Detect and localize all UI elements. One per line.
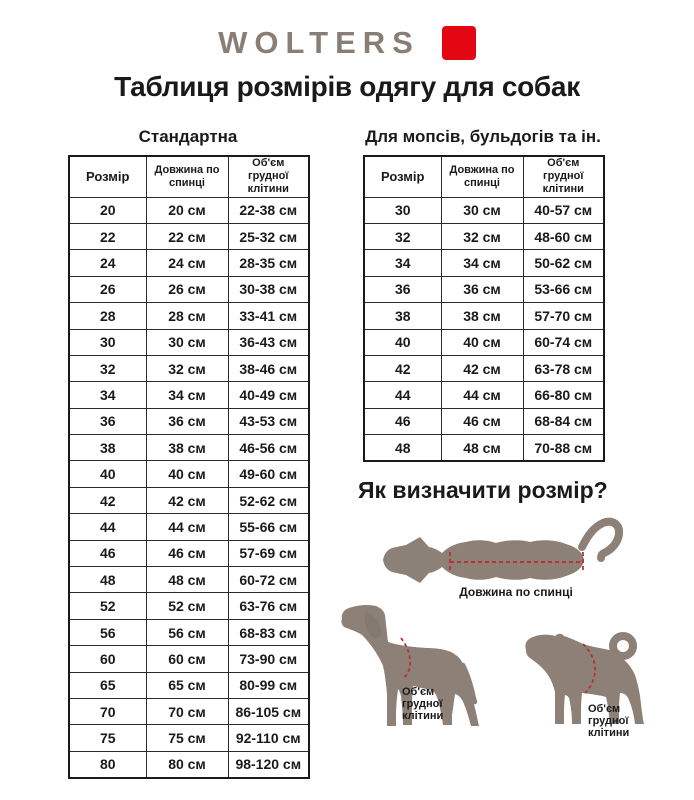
table-row <box>364 303 604 329</box>
table-cell: 34 <box>69 382 146 408</box>
table-row <box>69 435 309 461</box>
table-cell: 38 <box>364 303 441 329</box>
table-cell: 43-53 см <box>228 408 309 434</box>
table-cell: 44 <box>69 514 146 540</box>
table-cell: 70 <box>69 698 146 724</box>
column-header-size: Розмір <box>69 156 146 197</box>
table-cell: 48 см <box>146 567 228 593</box>
table-row <box>69 355 309 381</box>
table-cell: 34 <box>364 250 441 276</box>
table-cell: 65 <box>69 672 146 698</box>
table-cell: 40 <box>69 461 146 487</box>
table-cell: 30 <box>364 197 441 223</box>
table-cell: 38 см <box>146 435 228 461</box>
table-cell: 24 см <box>146 250 228 276</box>
dog-top-view-tail <box>582 522 619 558</box>
table-row <box>364 276 604 302</box>
table-cell: 75 <box>69 725 146 751</box>
table-cell: 60 см <box>146 646 228 672</box>
standard-table-block <box>68 126 308 779</box>
table-row <box>364 223 604 249</box>
table-cell: 50-62 см <box>523 250 604 276</box>
measurement-diagram <box>330 505 694 750</box>
table-cell: 22-38 см <box>228 197 309 223</box>
column-header-size: Розмір <box>364 156 441 197</box>
table-cell: 38 <box>69 435 146 461</box>
table-row <box>364 197 604 223</box>
table-cell: 75 см <box>146 725 228 751</box>
table-row <box>69 646 309 672</box>
table-cell: 32 см <box>146 355 228 381</box>
table-cell: 68-84 см <box>523 408 604 434</box>
table-row <box>69 382 309 408</box>
column-header-back-length: Довжина по спинці <box>146 156 228 197</box>
table-row <box>364 250 604 276</box>
table-cell: 38 см <box>441 303 523 329</box>
table-row <box>69 197 309 223</box>
table-cell: 42 см <box>441 355 523 381</box>
table-row <box>69 276 309 302</box>
table-row <box>364 408 604 434</box>
table-cell: 80 <box>69 751 146 778</box>
bulldog-silhouette <box>525 634 644 739</box>
table-cell: 44 <box>364 382 441 408</box>
table-cell: 49-60 см <box>228 461 309 487</box>
table-row <box>69 540 309 566</box>
table-row <box>69 223 309 249</box>
table-cell: 52 <box>69 593 146 619</box>
table-cell: 66-80 см <box>523 382 604 408</box>
table-cell: 57-70 см <box>523 303 604 329</box>
table-row <box>69 461 309 487</box>
table-cell: 26 <box>69 276 146 302</box>
svg-text:Об'єм: Об'єм <box>588 703 621 715</box>
table-cell: 65 см <box>146 672 228 698</box>
table-cell: 86-105 см <box>228 698 309 724</box>
table-cell: 30-38 см <box>228 276 309 302</box>
table-cell: 20 <box>69 197 146 223</box>
table-row <box>364 435 604 462</box>
table-cell: 28 <box>69 303 146 329</box>
table-cell: 46 см <box>146 540 228 566</box>
table-cell: 25-32 см <box>228 223 309 249</box>
table-row <box>69 329 309 355</box>
table-row <box>69 725 309 751</box>
table-cell: 24 <box>69 250 146 276</box>
table-cell: 32 <box>69 355 146 381</box>
table-row <box>69 487 309 513</box>
table-cell: 28-35 см <box>228 250 309 276</box>
bulldog-body <box>525 634 644 724</box>
dog-side-silhouette <box>341 605 479 726</box>
table-cell: 22 <box>69 223 146 249</box>
table-row <box>69 567 309 593</box>
table-cell: 42 <box>364 355 441 381</box>
table-cell: 30 <box>69 329 146 355</box>
table-cell: 52 см <box>146 593 228 619</box>
brand-red-square-icon <box>442 26 476 60</box>
table-cell: 34 см <box>441 250 523 276</box>
table-cell: 40 <box>364 329 441 355</box>
column-header-chest: Об'єм грудної клітини <box>228 156 309 197</box>
table-row <box>364 382 604 408</box>
table-cell: 48 <box>69 567 146 593</box>
table-cell: 38-46 см <box>228 355 309 381</box>
table-cell: 32 см <box>441 223 523 249</box>
table-cell: 57-69 см <box>228 540 309 566</box>
table-cell: 53-66 см <box>523 276 604 302</box>
table-cell: 28 см <box>146 303 228 329</box>
table-row <box>69 672 309 698</box>
table-cell: 63-78 см <box>523 355 604 381</box>
standard-size-table <box>68 155 310 779</box>
table-cell: 70 см <box>146 698 228 724</box>
table-cell: 30 см <box>441 197 523 223</box>
pugs-table-block <box>363 126 603 462</box>
table-cell: 46 <box>364 408 441 434</box>
svg-text:клітини: клітини <box>588 727 630 739</box>
table-row <box>69 619 309 645</box>
dog-top-view-silhouette <box>383 522 619 599</box>
table-cell: 26 см <box>146 276 228 302</box>
table-cell: 46-56 см <box>228 435 309 461</box>
table-header-row <box>69 156 309 197</box>
table-cell: 32 <box>364 223 441 249</box>
table-cell: 52-62 см <box>228 487 309 513</box>
table-cell: 48 <box>364 435 441 462</box>
table-cell: 56 <box>69 619 146 645</box>
table-cell: 44 см <box>146 514 228 540</box>
table-cell: 48-60 см <box>523 223 604 249</box>
table-row <box>69 698 309 724</box>
table-cell: 34 см <box>146 382 228 408</box>
dog-top-view-body <box>383 537 584 583</box>
table-cell: 60-72 см <box>228 567 309 593</box>
table-cell: 36 см <box>441 276 523 302</box>
table-cell: 73-90 см <box>228 646 309 672</box>
table-row <box>364 355 604 381</box>
standard-table-title: Стандартна <box>138 127 238 146</box>
table-cell: 48 см <box>441 435 523 462</box>
table-header-row <box>364 156 604 197</box>
brand-logo <box>0 26 694 60</box>
table-cell: 40 см <box>441 329 523 355</box>
chest-label-right <box>588 703 629 739</box>
table-row <box>69 593 309 619</box>
table-cell: 30 см <box>146 329 228 355</box>
table-cell: 60 <box>69 646 146 672</box>
svg-text:клітини: клітини <box>402 710 444 722</box>
table-cell: 46 см <box>441 408 523 434</box>
table-cell: 44 см <box>441 382 523 408</box>
table-cell: 36 <box>364 276 441 302</box>
column-header-back-length: Довжина по спинці <box>441 156 523 197</box>
table-cell: 80-99 см <box>228 672 309 698</box>
table-cell: 42 <box>69 487 146 513</box>
how-to-heading: Як визначити розмір? <box>358 477 608 503</box>
column-header-chest: Об'єм грудної клітини <box>523 156 604 197</box>
table-cell: 98-120 см <box>228 751 309 778</box>
pugs-size-table <box>363 155 605 462</box>
table-cell: 55-66 см <box>228 514 309 540</box>
table-cell: 40-57 см <box>523 197 604 223</box>
table-row <box>69 751 309 778</box>
table-cell: 63-76 см <box>228 593 309 619</box>
table-cell: 68-83 см <box>228 619 309 645</box>
table-row <box>69 303 309 329</box>
svg-text:Об'єм: Об'єм <box>402 686 435 698</box>
svg-text:грудної: грудної <box>588 715 629 727</box>
table-cell: 46 <box>69 540 146 566</box>
table-cell: 40 см <box>146 461 228 487</box>
table-row <box>69 408 309 434</box>
table-cell: 36-43 см <box>228 329 309 355</box>
page-title: Таблиця розмірів одягу для собак <box>114 71 580 102</box>
table-cell: 20 см <box>146 197 228 223</box>
table-row <box>69 250 309 276</box>
table-cell: 36 см <box>146 408 228 434</box>
table-cell: 56 см <box>146 619 228 645</box>
table-cell: 36 <box>69 408 146 434</box>
table-row <box>69 514 309 540</box>
brand-logo-text: WOLTERS <box>218 25 420 60</box>
table-cell: 60-74 см <box>523 329 604 355</box>
table-cell: 22 см <box>146 223 228 249</box>
table-row <box>364 329 604 355</box>
table-cell: 33-41 см <box>228 303 309 329</box>
svg-text:грудної: грудної <box>402 698 443 710</box>
back-length-label: Довжина по спинці <box>459 585 573 599</box>
table-cell: 40-49 см <box>228 382 309 408</box>
pugs-table-title: Для мопсів, бульдогів та ін. <box>365 127 601 146</box>
table-cell: 92-110 см <box>228 725 309 751</box>
table-cell: 42 см <box>146 487 228 513</box>
table-cell: 80 см <box>146 751 228 778</box>
table-cell: 70-88 см <box>523 435 604 462</box>
